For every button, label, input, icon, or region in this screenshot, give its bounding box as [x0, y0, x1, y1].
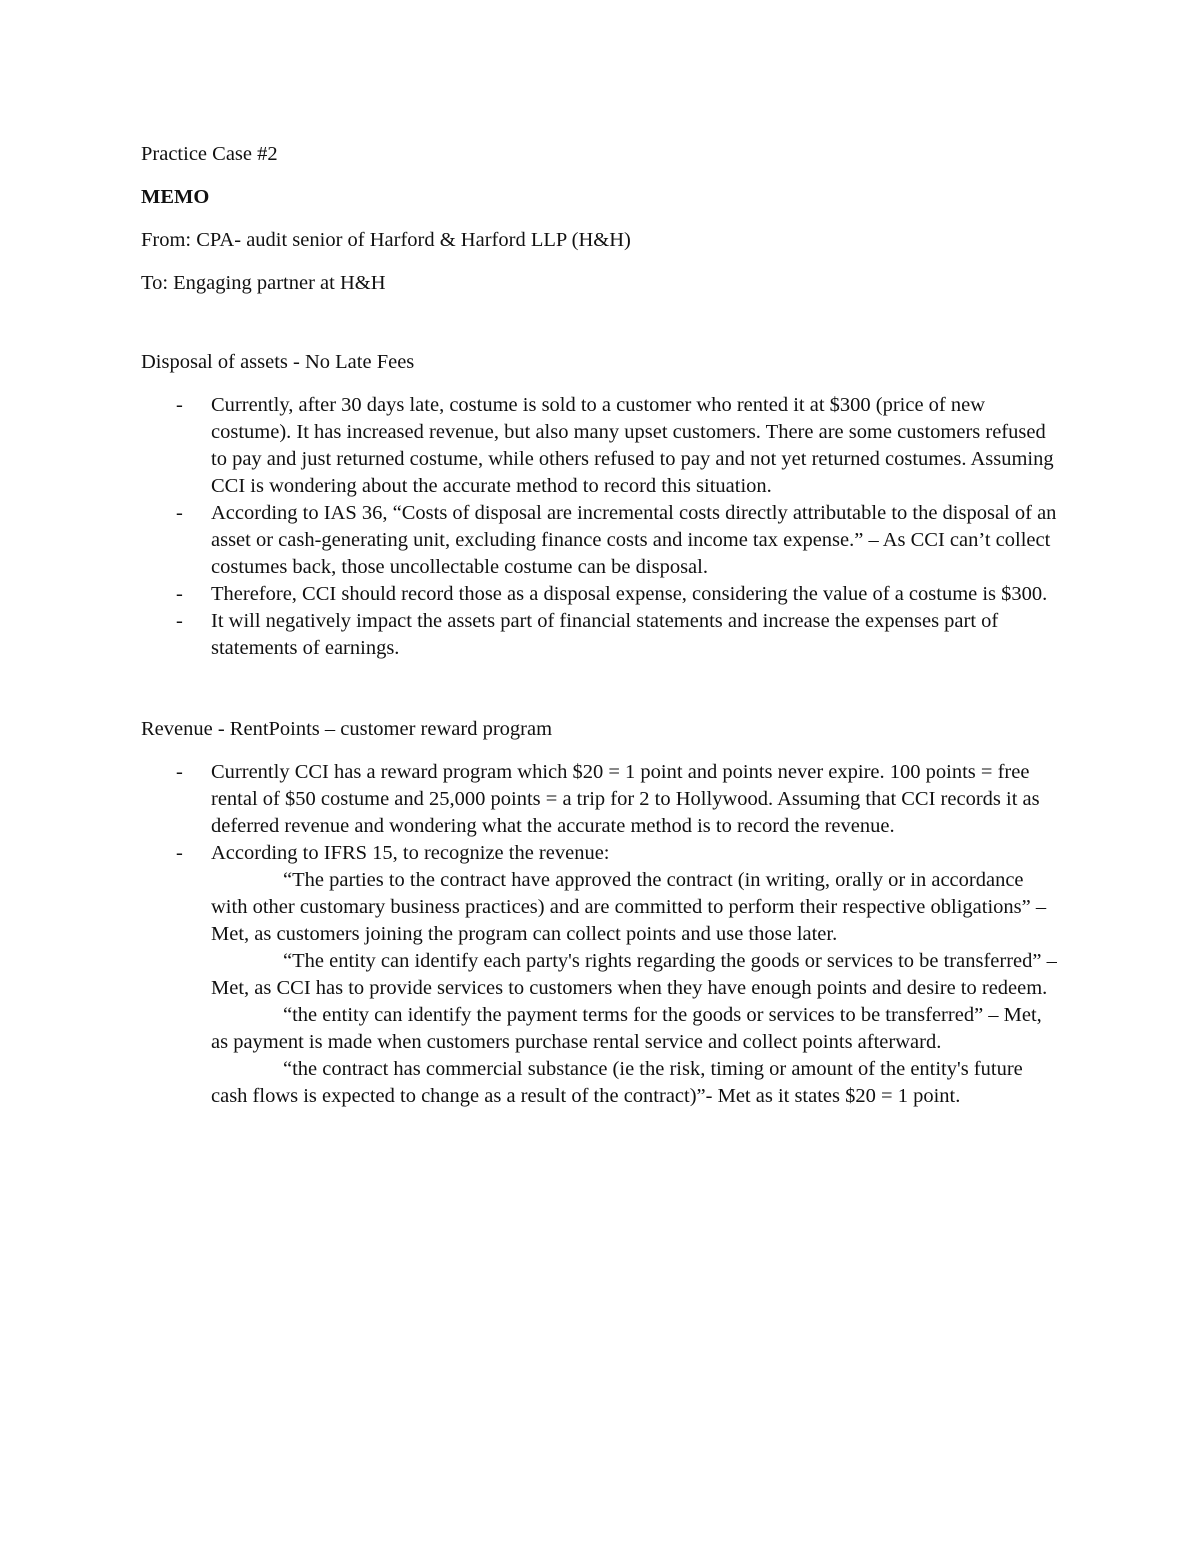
bullet-text: According to IFRS 15, to recognize the revenue:: [211, 842, 610, 864]
list-item: [141, 840, 1061, 867]
list-item: [141, 500, 1061, 581]
section-heading-revenue: Revenue - RentPoints – customer reward program: [141, 718, 553, 740]
criteria-paragraph: “the contract has commercial substance (ie the risk, timing or amount of the entity's future cash flows is expected to change as a result of the contract)”- Met as it states $20 = 1 point.: [211, 1058, 1023, 1107]
list-item: [141, 581, 1061, 608]
bullet-text: According to IAS 36, “Costs of disposal are incremental costs directly attributable to the disposal of an asset or cash-generating unit, excluding finance costs and income tax expense.” – As CCI can’t collect costumes back, those uncollectable costume can be disposal.: [211, 502, 1057, 578]
section-heading-disposal: Disposal of assets - No Late Fees: [141, 351, 415, 373]
list-item: [141, 608, 1061, 662]
bullet-dash: -: [176, 394, 183, 416]
disposal-bullet-list: [141, 392, 1061, 662]
bullet-text: Currently CCI has a reward program which $20 = 1 point and points never expire. 100 points = free rental of $50 costume and 25,000 points = a trip for 2 to Hollywood. Assuming that CCI records it as deferred revenue and wondering what the accurate method is to record the revenue.: [211, 761, 1040, 837]
criteria-paragraph: “The entity can identify each party's rights regarding the goods or services to be transferred” – Met, as CCI has to provide services to customers when they have enough points and desire to redeem.: [211, 950, 1057, 999]
bullet-dash: -: [176, 761, 183, 783]
bullet-dash: -: [176, 610, 183, 632]
bullet-dash: -: [176, 502, 183, 524]
list-item: [141, 759, 1061, 840]
bullet-text: Currently, after 30 days late, costume is sold to a customer who rented it at $300 (price of new costume). It has increased revenue, but also many upset customers. There are some customers refused to pay and just returned costume, while others refused to pay and not yet returned costumes. Assuming CCI is wondering about the accurate method to record this situation.: [211, 394, 1054, 497]
from-line: From: CPA- audit senior of Harford & Harford LLP (H&H): [141, 229, 631, 251]
document-page: [141, 141, 1061, 1110]
bullet-text: It will negatively impact the assets part of financial statements and increase the expenses part of statements of earnings.: [211, 610, 999, 659]
revenue-bullet-list: [141, 759, 1061, 867]
criteria-paragraph: “the entity can identify the payment terms for the goods or services to be transferred” – Met, as payment is made when customers purchase rental service and collect points afterward.: [211, 1004, 1042, 1053]
document-title: Practice Case #2: [141, 143, 278, 165]
bullet-text: Therefore, CCI should record those as a disposal expense, considering the value of a costume is $300.: [211, 583, 1048, 605]
section-spacer: [141, 662, 1061, 716]
bullet-dash: -: [176, 842, 183, 864]
to-line: To: Engaging partner at H&H: [141, 272, 386, 294]
criteria-paragraph: “The parties to the contract have approved the contract (in writing, orally or in accordance with other customary business practices) and are committed to perform their respective obligations” – Met, as customers joining the program can collect points and use those later.: [211, 869, 1047, 945]
bullet-dash: -: [176, 583, 183, 605]
memo-heading: MEMO: [141, 186, 210, 208]
list-item: [141, 392, 1061, 500]
